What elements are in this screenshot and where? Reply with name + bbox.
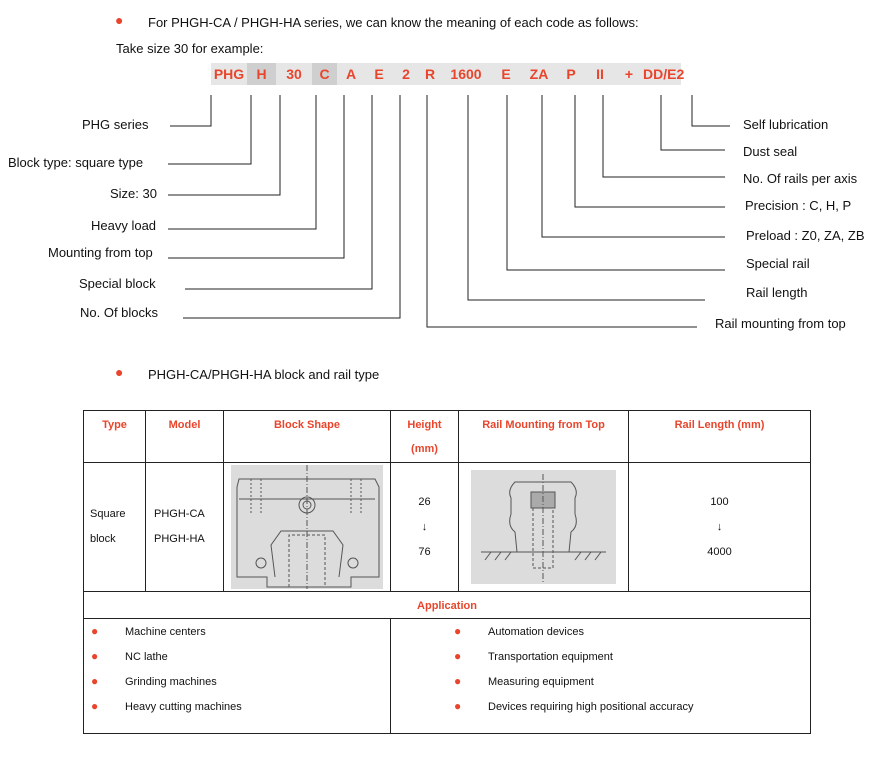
header-height-line2: (mm) (411, 443, 438, 455)
app-label: Automation devices (488, 626, 584, 638)
intro-text: For PHGH-CA / PHGH-HA series, we can know the meaning of each code as follows: (148, 15, 639, 30)
code-segment: + (615, 63, 643, 85)
list-item (454, 676, 804, 701)
bullet-icon: ● (454, 649, 462, 663)
header-rail-mounting: Rail Mounting from Top (459, 411, 629, 463)
label-rail-length: Rail length (746, 285, 808, 300)
label-rail-mounting: Rail mounting from top (715, 316, 846, 331)
cell-block-shape (224, 463, 391, 592)
height-min: 26 (418, 495, 431, 508)
list-item (454, 651, 804, 676)
apps-left-list (91, 626, 431, 726)
application-header: Application (84, 592, 811, 619)
label-phg-series: PHG series (82, 117, 149, 132)
bullet-icon: ● (91, 624, 99, 638)
section-title: PHGH-CA/PHGH-HA block and rail type (148, 367, 380, 382)
bullet-icon: ● (91, 699, 99, 713)
type-line2: block (90, 533, 116, 545)
example-text: Take size 30 for example: (116, 41, 264, 56)
list-item (91, 626, 431, 651)
app-label: Transportation equipment (488, 651, 613, 663)
label-dust-seal: Dust seal (743, 144, 798, 159)
app-label: Machine centers (125, 626, 206, 638)
app-label: Measuring equipment (488, 676, 594, 688)
label-size: Size: 30 (110, 186, 157, 201)
label-special-rail: Special rail (746, 256, 810, 271)
cell-type (84, 463, 146, 592)
app-label: NC lathe (125, 651, 168, 663)
label-preload: Preload : Z0, ZA, ZB (746, 228, 865, 243)
model-ha: PHGH-HA (154, 533, 205, 545)
type-line1: Square (90, 508, 126, 520)
apps-right-list (454, 626, 804, 726)
label-mounting-top: Mounting from top (48, 245, 153, 260)
header-block-shape: Block Shape (224, 411, 391, 463)
code-segment: ZA (521, 63, 557, 85)
list-item (91, 676, 431, 701)
code-segment: H (247, 63, 276, 85)
cell-model (146, 463, 224, 592)
bullet-icon: ● (91, 649, 99, 663)
bullet-icon: ● (454, 674, 462, 688)
list-item (454, 701, 804, 726)
app-label: Grinding machines (125, 676, 217, 688)
label-rails-per-axis: No. Of rails per axis (743, 171, 858, 186)
code-segment: PHG (211, 63, 247, 85)
list-item (91, 651, 431, 676)
bullet-icon: ● (115, 12, 124, 28)
code-segment: P (557, 63, 585, 85)
model-ca: PHGH-CA (154, 508, 205, 520)
bullet-icon: ● (454, 624, 462, 638)
rail-mounting-drawing (471, 470, 616, 584)
cell-rail-length (629, 463, 811, 592)
label-block-type: Block type: square type (8, 155, 144, 170)
header-height (391, 411, 459, 463)
list-item (91, 701, 431, 726)
label-precision: Precision : C, H, P (745, 198, 852, 213)
cell-rail-mounting (459, 463, 629, 592)
code-segment: 2 (393, 63, 419, 85)
arrow-down-icon: ↓ (716, 520, 723, 533)
app-label: Devices requiring high positional accuracy (488, 701, 694, 713)
header-type: Type (84, 411, 146, 463)
code-segment: II (585, 63, 615, 85)
code-segment: E (365, 63, 393, 85)
header-model: Model (146, 411, 224, 463)
height-max: 76 (418, 545, 431, 558)
code-segment: C (312, 63, 337, 85)
app-label: Heavy cutting machines (125, 701, 242, 713)
code-segment: R (419, 63, 441, 85)
code-segment: A (337, 63, 365, 85)
code-segment: 30 (276, 63, 312, 85)
label-self-lubrication: Self lubrication (743, 117, 829, 132)
bullet-icon: ● (454, 699, 462, 713)
header-height-line1: Height (407, 419, 442, 431)
cell-height (391, 463, 459, 592)
label-no-blocks: No. Of blocks (80, 305, 159, 320)
code-segment: 1600 (441, 63, 491, 85)
header-rail-length: Rail Length (mm) (629, 411, 811, 463)
length-min: 100 (710, 495, 729, 508)
list-item (454, 626, 804, 651)
code-segment: E (491, 63, 521, 85)
label-special-block: Special block (79, 276, 156, 291)
code-segment: DD/E2 (643, 63, 681, 85)
block-shape-drawing (231, 465, 383, 589)
bullet-icon: ● (91, 674, 99, 688)
label-heavy-load: Heavy load (91, 218, 157, 233)
bullet-icon: ● (115, 364, 124, 380)
length-max: 4000 (707, 545, 732, 558)
arrow-down-icon: ↓ (421, 520, 428, 533)
